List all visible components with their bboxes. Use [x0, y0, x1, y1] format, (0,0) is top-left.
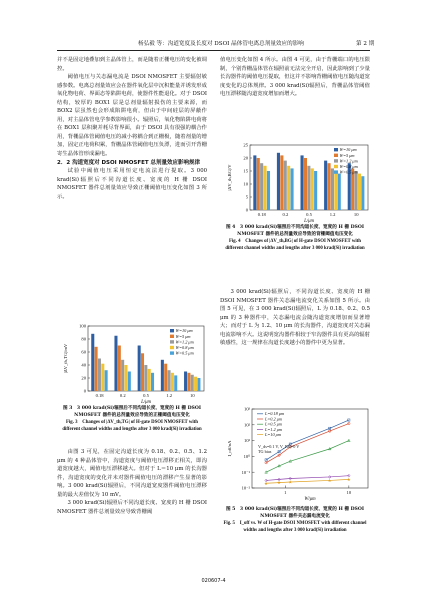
paragraph: 值电压变化如图 4 所示。由图 4 可见，由于背栅端口的电压限制，个别背栅晶体管在辐照前无法完全开启，因此影响到了少量长沟器件的阈值电压提取，但这并不影响背栅阈值电压随沟道宽度变化的总体规律。3 000 krad(Si)辐照后，背栅晶体管阈值电压漂移随沟道宽度增加而增大。 — [220, 57, 370, 98]
section-heading: 2．2 沟道宽度对 DSOI NMOSFET 总剂量效应影响规律 — [57, 159, 201, 166]
figure5-caption — [220, 506, 370, 534]
figure3-caption-cn: 图 3 3 000 krad(Si)辐照后不同沟道长度、宽度的 H 栅 DSOI NMOSFET 器件的总剂量效应导致的正栅阈值电压变化 — [62, 406, 202, 419]
legend-label: W=10 μm — [339, 147, 357, 153]
bar — [301, 155, 304, 210]
legend-label: L=0.2 μm — [265, 416, 282, 422]
data-point: ★ — [346, 477, 351, 483]
paragraph: 由图 3 可见，在固定沟道长度为 0.18、0.2、0.5、1.2 μm 的 4 种晶体管中，沟道宽度与阈值电压漂移正相关，即沟道宽度越大，阈值电压漂移越大。但对于 L＝10 μm 的长沟器件，沟道宽度的变化并未对器件阈值电压的漂移产生显著的影响。3 000 krad(Si)辐照后，不同沟道宽度器件阈值电压漂移量的最大差值仅为 10 mV。 — [57, 449, 207, 498]
chart-annotation: V_ds=0.1 V, V_BG=0 V — [258, 444, 300, 449]
bar — [138, 346, 141, 392]
page-number: 020607-4 — [201, 578, 226, 584]
bar — [277, 153, 280, 210]
legend-label: W=0.5 μm — [339, 169, 358, 175]
x-tick-label: 1 — [284, 490, 287, 495]
bar — [121, 360, 124, 391]
bar — [328, 163, 331, 210]
figure5-chart — [226, 405, 374, 501]
bar — [358, 174, 361, 210]
bar — [187, 373, 190, 391]
bar — [307, 166, 310, 210]
bar — [351, 168, 354, 210]
bar — [304, 158, 307, 210]
bar — [260, 163, 263, 210]
y-tick-label: 20 — [81, 375, 86, 381]
figure3-chart — [62, 322, 210, 404]
legend-swatch — [170, 346, 174, 349]
bar — [284, 161, 287, 210]
bar — [197, 378, 200, 391]
y-tick-label: 40 — [81, 362, 86, 368]
bar — [314, 171, 317, 210]
bar — [164, 364, 167, 391]
y-tick-label: 15 — [243, 168, 248, 174]
figure4-caption — [220, 224, 370, 252]
data-point: ★ — [277, 480, 282, 486]
x-tick-label: 0.18 — [257, 212, 266, 217]
x-tick-label: 0.2 — [119, 393, 126, 398]
bar — [118, 346, 121, 392]
bar — [144, 365, 147, 391]
legend-label: W=1.2 μm — [175, 339, 194, 345]
bar — [194, 377, 197, 391]
y-tick-label: 10⁰ — [243, 454, 250, 459]
x-axis-label: L/μm — [304, 219, 314, 223]
y-tick-label: 20 — [243, 155, 248, 161]
legend-swatch — [170, 340, 174, 343]
bar — [124, 365, 127, 391]
legend-label: L=0.5 μm — [265, 421, 282, 427]
legend-swatch — [170, 329, 174, 332]
paragraph: 阈值电压与关态漏电流是 DSOI NMOSFET 主要辐射敏感参数。电离总剂量效应会在器件氧化层中沉积能量并诱发形成氧化物电荷、界面态等陷阱电荷，使器件性能退化。对于 DSOI 结构，较厚的 BOX1 层是总剂量辐射损伤的主要来源，而 BOX2 层虽然也会形成陷阱电荷，但由于中间硅层的屏蔽作用，对主晶体管电学参数影响很小。辐照后，氧化物陷阱电荷将在 BOX1 层积聚并耗尽背界面，由于 DSOI 具有很强的耦合作用，背栅晶体管阈值电压的减小将耦合到正栅极，随着剂量的增加，固定正电荷积累，背栅晶体管阈值电压负漂，进而引开背栅寄生晶体管形成漏电。 — [57, 74, 207, 158]
legend-label: W=0.5 μm — [175, 350, 194, 356]
legend-swatch — [334, 170, 338, 173]
legend-swatch — [334, 165, 338, 168]
x-tick-label: 10 — [190, 393, 195, 398]
right-column-middle — [220, 288, 370, 348]
y-tick-label: 10³ — [244, 406, 250, 412]
figure4-caption-en: Fig. 4 Changes of |ΔV_th,BG| of H-gate DSOI NMOSFET with different channel widths and lengths after 3 000 krad(Si) irradiation — [225, 239, 365, 252]
legend-swatch — [170, 335, 174, 338]
bar — [267, 171, 270, 210]
bar — [263, 166, 266, 210]
figure3-caption-en: Fig. 3 Changes of |ΔV_th,TG| of H-gate DSOI NMOSFET with different channel widths and lengths after 3 000 krad(Si) irradiation — [62, 420, 202, 433]
left-column-top — [57, 56, 207, 201]
paragraph: 3 000 krad(Si)辐照后不同沟道长度、宽度的 H 栅 DSOI NMOSFET 器件总剂量效应导致背栅阈 — [57, 500, 207, 515]
bar — [324, 161, 327, 210]
bar — [128, 372, 131, 392]
y-axis-label: |ΔV_th,TG|/mV — [63, 343, 68, 374]
bar — [168, 370, 171, 391]
bar — [334, 171, 337, 210]
y-tick-label: 10¹ — [244, 438, 250, 444]
data-point: ★ — [327, 478, 332, 484]
figure5-caption-cn: 图 5 3 000 krad(Si)辐照后不同沟道长度、宽度的 H 栅 DSOI NMOSFET 器件关态漏电流变化 — [225, 507, 365, 520]
y-tick-label: 0 — [245, 207, 248, 213]
paragraph: 试验中阈值电压采用恒定电流法进行提取。3 000 krad(Si)辐照后不同沟道长度、宽度的 H 栅 DSOI NMOSFET 器件总剂量效应导致正栅阈值电压变化如图 3 所示。 — [57, 168, 207, 200]
right-column-top — [220, 56, 370, 99]
x-tick-label: 0.2 — [282, 212, 289, 217]
paragraph: 并不是固定地叠加到主晶体管上，而是随着正栅电压的变化被调控。 — [57, 57, 207, 72]
left-column-bottom — [57, 448, 207, 516]
header-rule — [57, 50, 370, 51]
y-tick-label: 80 — [81, 336, 86, 342]
bar — [148, 369, 151, 391]
x-axis-label: L/μm — [141, 400, 151, 404]
bar — [280, 155, 283, 210]
x-tick-label: 10 — [353, 212, 359, 217]
x-tick-label: 0.18 — [95, 393, 104, 398]
legend-label: W=5 μm — [339, 152, 355, 158]
y-tick-label: 100 — [79, 323, 86, 329]
x-tick-label: 0.5 — [306, 212, 312, 217]
bar — [101, 364, 104, 391]
y-tick-label: 0 — [83, 388, 86, 394]
legend-label: W=0.8 μm — [339, 164, 358, 169]
legend-label: L=0.18 μm — [265, 411, 285, 417]
bar — [253, 155, 256, 210]
y-axis-label: |ΔV_th,BG|/V — [227, 164, 232, 191]
bar — [161, 360, 164, 391]
legend-label: L=10 μm — [265, 432, 281, 437]
x-tick-label: 0.5 — [143, 393, 149, 398]
legend-label: W=1.2 μm — [339, 158, 358, 164]
legend-swatch — [334, 159, 338, 162]
chart-annotation: TG bias — [258, 449, 272, 454]
bar — [174, 375, 177, 391]
data-point: ★ — [288, 479, 293, 485]
y-axis-label: I_off/nA — [227, 440, 232, 457]
legend-swatch — [334, 148, 338, 151]
bar — [338, 174, 341, 210]
legend-label: W=0.8 μm — [175, 345, 194, 350]
x-tick-label: 1.2 — [329, 212, 336, 217]
paragraph: 3 000 krad(Si)辐照后，不同沟道长度、宽度的 H 栅 DSOI NMOSFET 器件关态漏电流变化关系如图 5 所示。由图 5 可见，在 3 000 krad(Si)辐照后，L 为 0.18、0.2、0.5 μm 的 3 种器件中，关态漏电流会随沟道宽度增加而显著增大；而对于 L 为 1.2、10 μm 的长沟器件，沟道宽度对关态漏电流影响不大。这说明宽沟器件相较于窄沟器件具有更高的辐射敏感性，这一规律在沟道长度越小的器件中更为显著。 — [220, 289, 370, 347]
legend-label: L=1.2 μm — [265, 426, 282, 432]
legend-swatch — [170, 351, 174, 354]
bar — [95, 347, 98, 391]
y-tick-label: 25 — [243, 142, 248, 148]
figure3-caption — [57, 405, 207, 433]
y-tick-label: 10² — [244, 422, 250, 428]
y-tick-label: 60 — [81, 349, 86, 355]
legend-label: W=5 μm — [175, 333, 191, 339]
legend-label: W=10 μm — [175, 328, 193, 334]
bar — [331, 168, 334, 210]
bar — [98, 359, 101, 392]
y-tick-label: 5 — [245, 194, 248, 200]
data-point: ★ — [264, 480, 269, 486]
bar — [361, 176, 364, 210]
x-tick-label: 10 — [346, 490, 352, 495]
bar — [105, 370, 108, 391]
bar — [257, 158, 260, 210]
figure4-caption-cn: 图 4 3 000 krad(Si)辐照后不同沟道长度、宽度的 H 栅 DSOI NMOSFET 器件的总剂量效应导致的背栅阈值电压变化 — [225, 225, 365, 238]
bar — [290, 168, 293, 210]
header-issue: 第 2 期 — [356, 41, 375, 47]
running-header — [0, 0, 427, 47]
bar — [311, 168, 314, 210]
y-tick-label: 10⁻¹ — [241, 469, 250, 475]
bar — [184, 372, 187, 392]
bar — [171, 373, 174, 391]
y-tick-label: 10⁻² — [241, 485, 250, 491]
bar — [151, 373, 154, 391]
legend-swatch — [334, 154, 338, 157]
y-tick-label: 10 — [243, 181, 248, 187]
bar — [141, 353, 144, 391]
x-tick-label: 1.2 — [166, 393, 173, 398]
header-author-line: 杨弘毅 等：沟道宽度及长度对 DSOI 晶体管电离总剂量效应的影响 — [138, 41, 304, 47]
bar — [287, 166, 290, 210]
bar — [91, 334, 94, 391]
figure5-caption-en: Fig. 5 I_off vs. W of H-gate DSOI NMOSFET with different channel widths and lengths after 3 000 krad(Si) irradiation — [223, 521, 367, 534]
figure4-chart — [226, 141, 374, 223]
bar — [114, 336, 117, 391]
bar — [355, 171, 358, 210]
x-axis-label: W/μm — [304, 497, 316, 501]
bar — [191, 375, 194, 391]
